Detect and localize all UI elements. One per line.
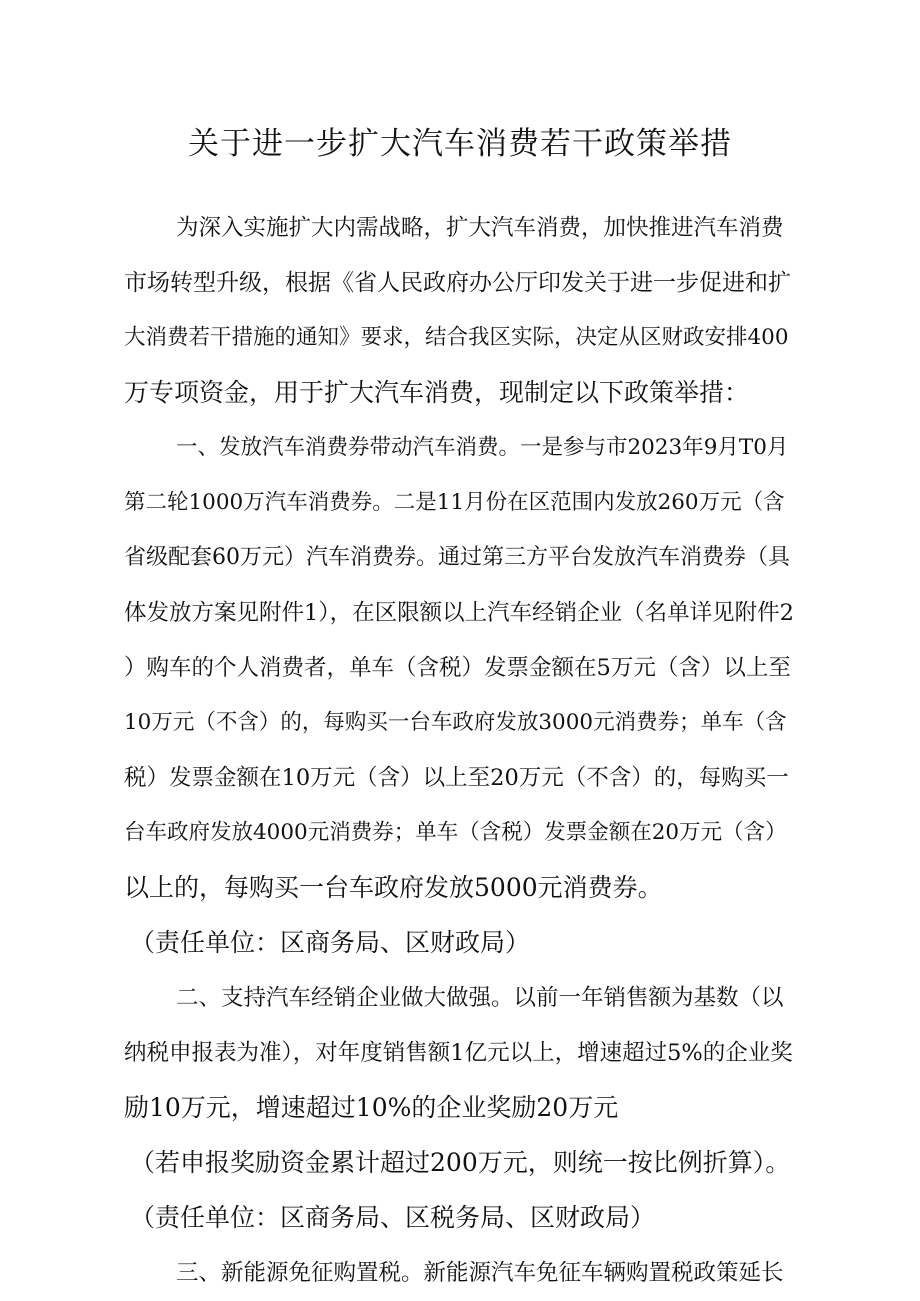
document-title: 关于进一步扩大汽车消费若干政策举措 — [188, 126, 732, 162]
paragraph-line: 台车政府发放4000元消费券；单车（含税）发票金额在20万元（含） — [124, 820, 787, 845]
paragraph-line: 大消费若干措施的通知》要求，结合我区实际，决定从区财政安排400 — [124, 325, 789, 350]
paragraph-line: 三、新能源免征购置税。新能源汽车免征车辆购置税政策延长 — [176, 1260, 784, 1286]
paragraph-line: 一、发放汽车消费券带动汽车消费。一是参与市2023年9月T0月 — [176, 435, 789, 460]
paragraph-line: 体发放方案见附件1），在区限额以上汽车经销企业（名单详见附件2 — [124, 600, 794, 626]
paragraph-line: 万专项资金，用于扩大汽车消费，现制定以下政策举措： — [124, 378, 750, 407]
paragraph-line: 以上的，每购买一台车政府发放5000元消费券。 — [124, 873, 663, 902]
responsible-unit-line: （责任单位：区商务局、区财政局） — [130, 928, 531, 957]
responsible-unit-line: （责任单位：区商务局、区税务局、区财政局） — [130, 1203, 656, 1232]
paragraph-line: 10万元（不含）的，每购买一台车政府发放3000元消费券；单车（含 — [124, 710, 787, 735]
paragraph-line: 纳税申报表为准），对年度销售额1亿元以上，增速超过5%的企业奖 — [124, 1040, 793, 1066]
paragraph-line: 为深入实施扩大内需战略，扩大汽车消费，加快推进汽车消费 — [176, 215, 784, 241]
paragraph-line: 省级配套60万元）汽车消费券。通过第三方平台发放汽车消费券（具 — [124, 545, 790, 570]
paragraph-line: 市场转型升级，根据《省人民政府办公厅印发关于进一步促进和扩 — [124, 270, 791, 296]
paragraph-line: 税）发票金额在10万元（含）以上至20万元（不含）的，每购买一 — [124, 765, 789, 791]
paragraph-line: 第二轮1000万汽车消费券。二是11月份在区范围内发放260万元（含 — [124, 490, 785, 515]
paragraph-line: 励10万元，增速超过10%的企业奖励20万元 — [124, 1093, 619, 1122]
paragraph-line: （若申报奖励资金累计超过200万元，则统一按比例折算）。 — [130, 1148, 791, 1177]
paragraph-line: ）购车的个人消费者，单车（含税）发票金额在5万元（含）以上至 — [124, 655, 791, 681]
paragraph-line: 二、支持汽车经销企业做大做强。以前一年销售额为基数（以 — [176, 985, 784, 1011]
